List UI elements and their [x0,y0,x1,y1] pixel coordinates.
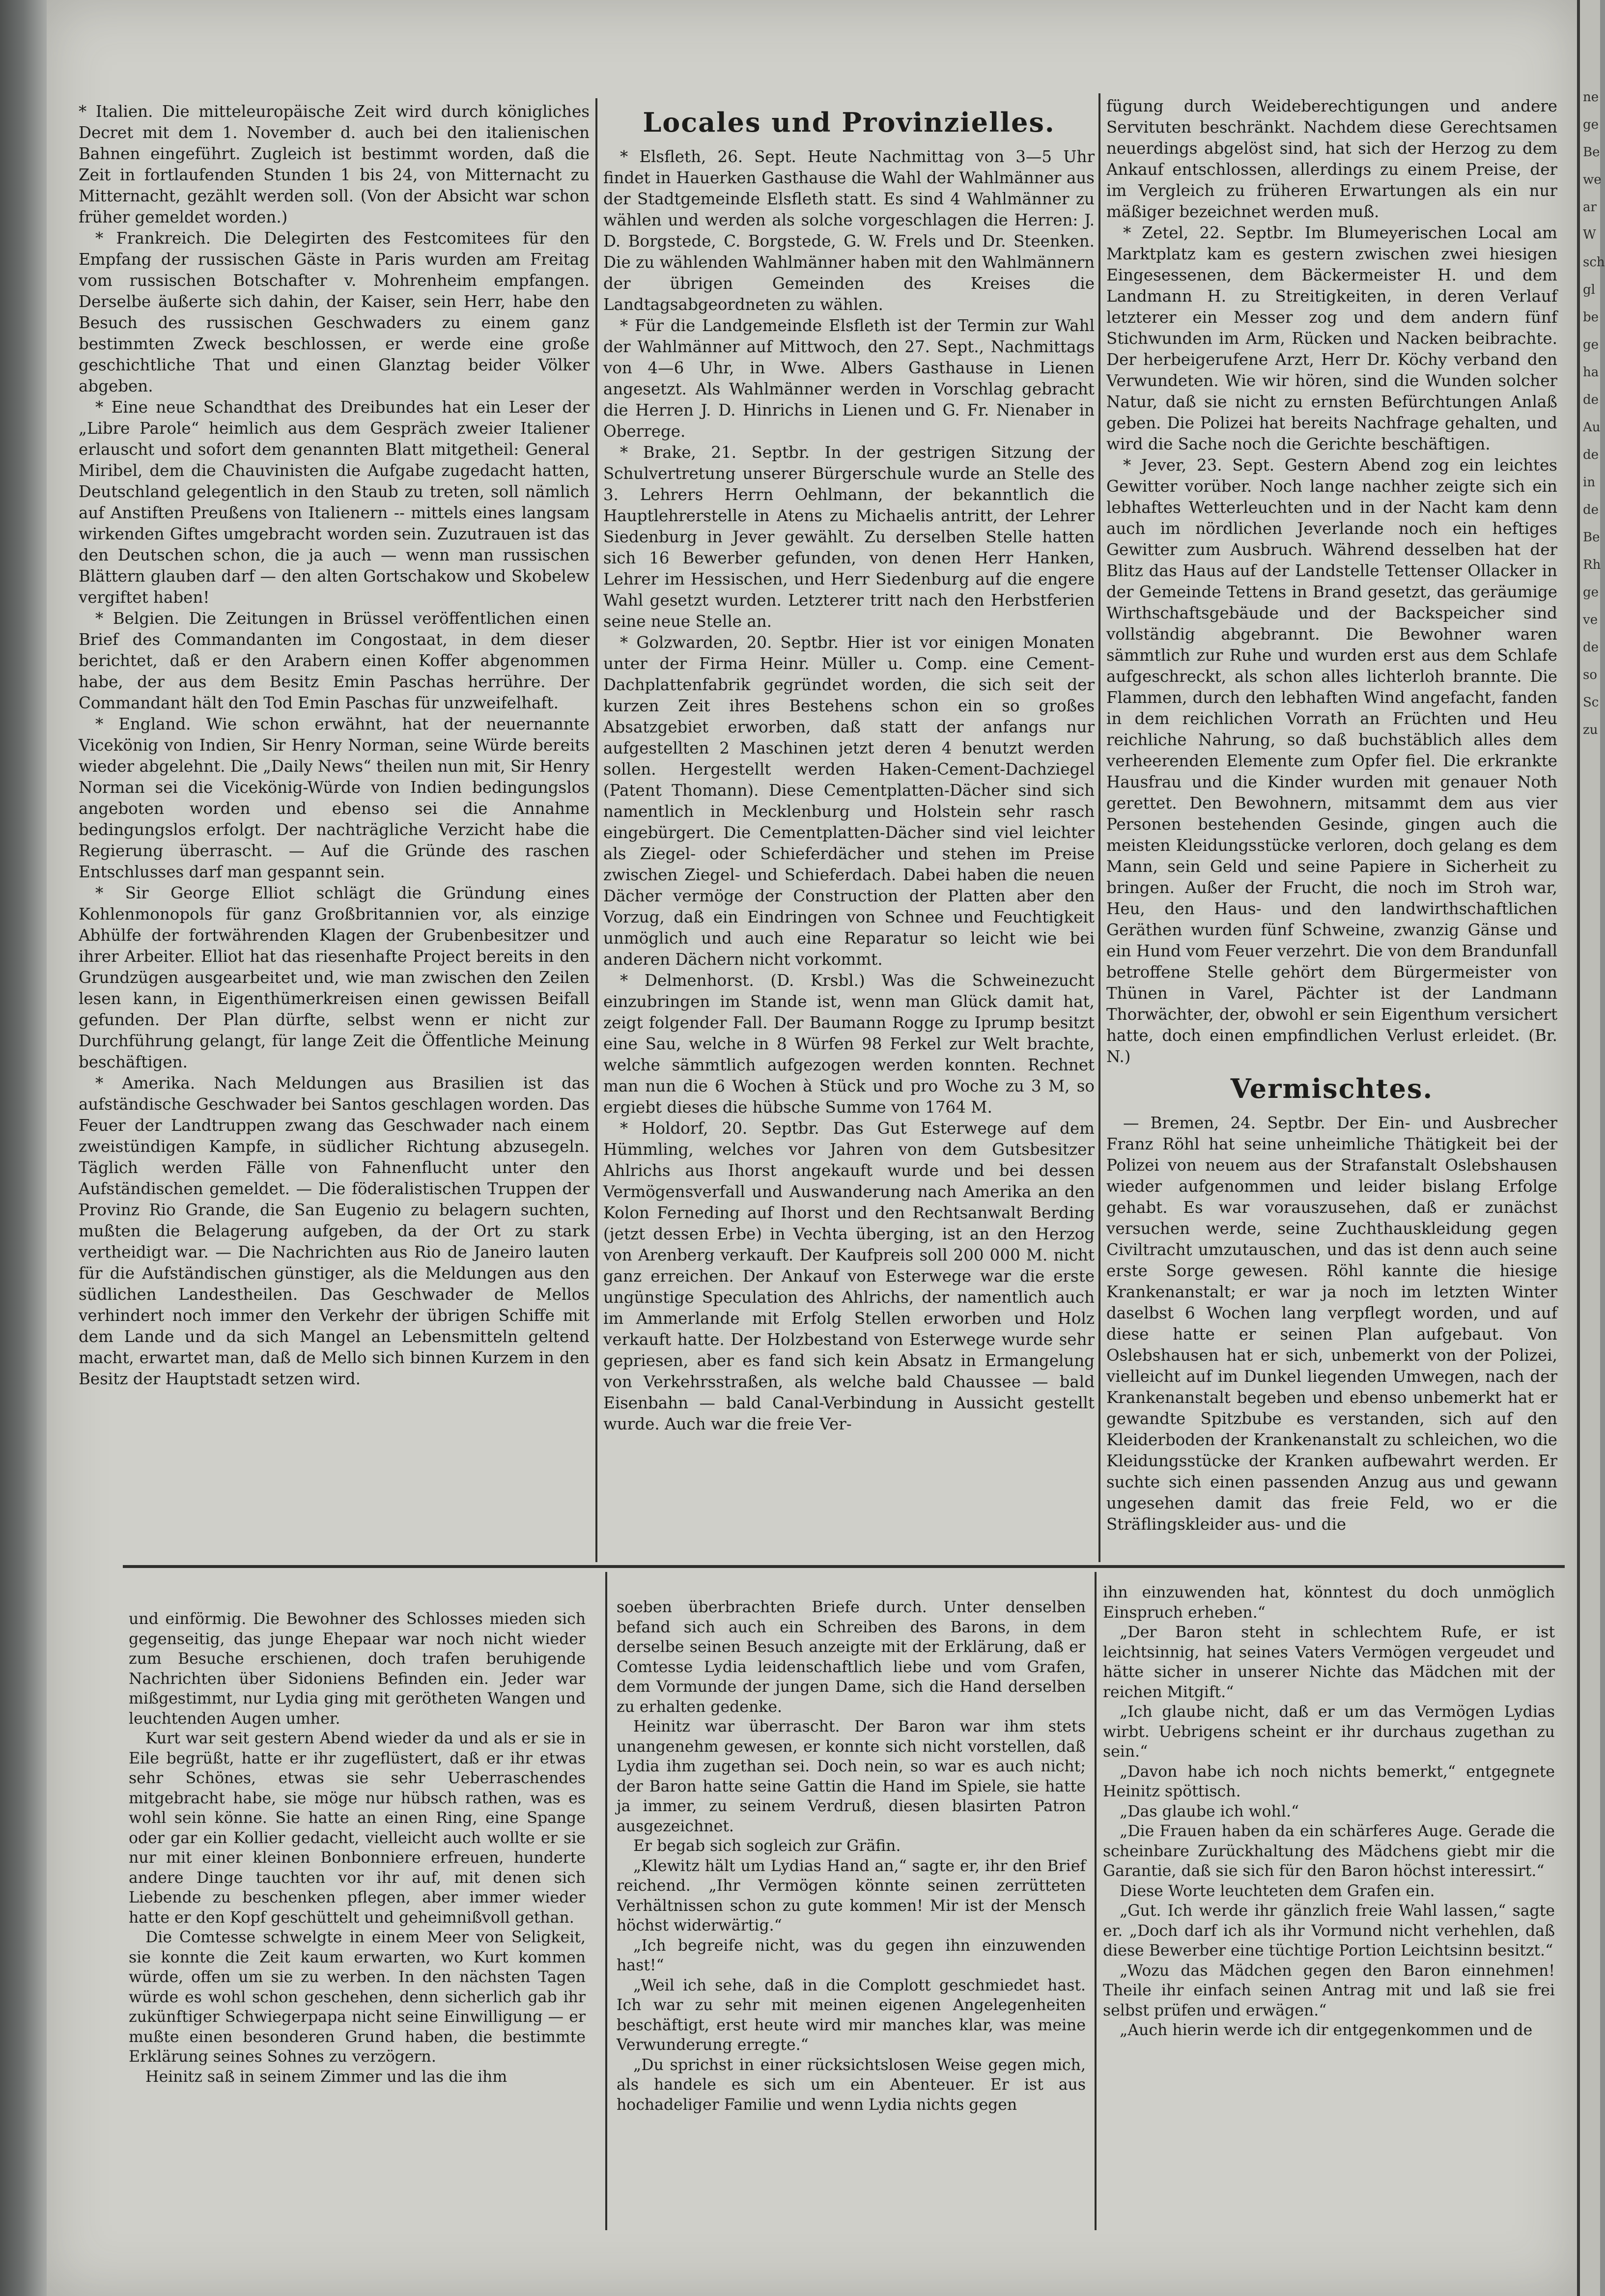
page-fragment: Au [1583,420,1601,435]
column-divider [595,98,597,1562]
adjacent-page-edge [1577,0,1605,2296]
story-paragraph: „Die Frauen haben da ein schärferes Auge. Gerade die scheinbare Zurückhaltung des Mädchens giebt mir die Garantie, daß sie sich für den Baron höchst interessirt.“ [1103,1822,1555,1880]
column-divider [1095,1572,1097,2230]
page-fragment: ve [1583,613,1598,627]
article-dreibund: * Eine neue Schandthat des Dreibundes hat ein Leser der „Libre Parole“ heimlich aus dem Gespräch zweier Italiener erlauscht und sofort dem genannten Blatt mitgetheil: General Miribel, dem die Chauvinisten die Aufgabe zugedacht hatten, Deutschland gelegentlich in den Staub zu treten, soll nämlich auf Anstiften Preußens von Italienern -- mittels eines langsam wirkenden Giftes umgebracht worden sein. Zuzutrauen ist das den Deutschen schon, die ja auch — wenn man russischen Blättern glauben darf — den alten Gortschakow und Skobelew vergiftet haben! [79,398,590,607]
page-fragment: ge [1583,337,1599,352]
article-frankreich: * Frankreich. Die Delegirten des Festcomitees für den Empfang der russischen Gäste in Paris wurden am Freitag vom russischen Botschafter v. Mohrenheim empfangen. Derselbe äußerte sich dahin, der Kaiser, sein Herr, habe den Besuch des russischen Geschwaders zu einem ganz bestimmten Zweck beschlossen, er werde eine große geschichtliche That und einen Glanztag beider Völker abgeben. [79,229,590,395]
story-paragraph: soeben überbrachten Briefe durch. Unter denselben befand sich auch ein Schreiben des Barons, in dem derselbe seinen Besuch anzeigte mit der Erklärung, daß er Comtesse Lydia leidenschaftlich liebe und vom Grafen, dem Vormunde der jungen Dame, sich die Hand derselben zu erhalten gedenke. [617,1598,1086,1716]
column-divider [1098,93,1100,1562]
column-local-news-cont [1106,96,1557,1535]
page-fragment: Sc [1583,695,1599,710]
story-paragraph: „Davon habe ich noch nichts bemerkt,“ entgegnete Heinitz spöttisch. [1103,1763,1555,1800]
feuilleton-column-2 [617,1597,1086,2115]
story-paragraph: Kurt war seit gestern Abend wieder da und als er sie in Eile begrüßt, hatte er ihr zugeflüstert, daß er ihr etwas sehr Schönes, etwas sie sehr Ueberraschendes mitgebracht habe, sie möge nur hübsch rathen, was es wohl sein könne. Sie hatte an einen Ring, eine Spange oder gar ein Kollier gedacht, vielleicht auch wollte er sie nur mit einer kleinen Bonbonniere erfreuen, hunderte andere Dinge tauchten vor ihr auf, mit denen sich Liebende zu beschenken pflegen, aber immer wieder hatte er den Kopf geschüttelt und geheimnißvoll gethan. [129,1730,586,1927]
article-amerika: * Amerika. Nach Meldungen aus Brasilien ist das aufständische Geschwader bei Santos geschlagen worden. Das Feuer der Landtruppen zwang das Geschwader nach einem zweistündigen Kampfe, in südlicher Richtung abzusegeln. Täglich werden Fälle von Fahnenflucht unter den Aufständischen gemeldet. — Die föderalistischen Truppen der Provinz Rio Grande, die San Eugenio zu belagern suchten, mußten die Belagerung aufgeben, da der Ort zu stark vertheidigt war. — Die Nachrichten aus Rio de Janeiro lauten für die Aufständischen günstiger, als die Meldungen aus den südlichen Landestheilen. Das Geschwader de Mellos verhindert noch immer den Verkehr der übrigen Schiffe mit dem Lande und da sich Mangel an Lebensmitteln geltend macht, erwartet man, daß de Mello sich binnen Kurzem in den Besitz der Hauptstadt setzen wird. [79,1074,590,1388]
feuilleton-divider [123,1565,1565,1568]
story-paragraph: „Gut. Ich werde ihr gänzlich freie Wahl lassen,“ sagte er. „Doch darf ich als ihr Vormund nicht verhehlen, daß diese Bewerber eine tüchtige Portion Leichtsinn besitzt.“ [1103,1902,1555,1960]
story-paragraph: „Ich glaube nicht, daß er um das Vermögen Lydias wirbt. Uebrigens scheint er ihr durchaus zugethan zu sein.“ [1103,1703,1555,1761]
article-golzwarden: * Golzwarden, 20. Septbr. Hier ist vor einigen Monaten unter der Firma Heinr. Müller u. Comp. eine Cement-Dachplattenfabrik gegründet worden, die sich seit der kurzen Zeit ihres Bestehens schon ein so großes Absatzgebiet erworben, daß statt der anfangs nur aufgestellten 2 Maschinen jetzt deren 4 benutzt werden sollen. Hergestellt werden Haken-Cement-Dachziegel (Patent Thomann). Diese Cementplatten-Dächer sind sich namentlich in Mecklenburg und Holstein sehr rasch eingebürgert. Die Cementplatten-Dächer sind viel leichter als Ziegel- oder Schieferdächer und stehen im Preise zwischen Ziegel- und Schieferdach. Dabei haben die neuen Dächer vermöge der Construction der Platten aber den Vorzug, daß ein Eindringen von Schnee und Feuchtigkeit unmöglich und auch eine Reparatur so leicht wie bei anderen Dächern nicht vorkommt. [603,633,1095,969]
page-fragment: de [1583,448,1599,462]
page-fragment: gl [1583,282,1595,297]
story-paragraph: „Ich begreife nicht, was du gegen ihn einzuwenden hast!“ [617,1936,1086,1974]
page-fragment: in [1583,475,1596,490]
feuilleton-column-1 [129,1609,586,2087]
story-paragraph: Diese Worte leuchteten dem Grafen ein. [1120,1882,1435,1900]
article-bremen: — Bremen, 24. Septbr. Der Ein- und Ausbrecher Franz Röhl hat seine unheimliche Thätigkeit bei der Polizei von neuem aus der Strafanstalt Oslebshausen wieder aufgenommen und leider bislang Erfolge gehabt. Es war vorauszusehen, daß er zunächst versuchen werde, seine Zuchthauskleidung gegen Civiltracht umzutauschen, und das ist denn auch seine erste Sorge gewesen. Röhl kannte die hiesige Krankenanstalt; er war ja noch im letzten Winter daselbst 6 Wochen lang verpflegt worden, und auf diese hatte er seinen Plan aufgebaut. Von Oslebshausen hat er sich, unbemerkt von der Polizei, vielleicht auf im Dunkel liegenden Umwegen, nach der Krankenanstalt begeben und ebenso unbemerkt hat er gewandte Spitzbube es verstanden, sich auf den Kleiderboden der Krankenanstalt zu schleichen, wo die Kleidungsstücke der Kranken aufbewahrt werden. Er suchte sich einen passenden Anzug aus und gewann ungesehen damit das freie Feld, wo er die Sträflingskleider aus- und die [1106,1114,1557,1534]
story-paragraph: „Auch hierin werde ich dir entgegenkommen und de [1120,2021,1533,2039]
scan-edge [0,0,47,2296]
article-brake: * Brake, 21. Septbr. In der gestrigen Sitzung der Schulvertretung unserer Bürgerschule wurde an Stelle des 3. Lehrers Herrn Oehlmann, der bekanntlich die Hauptlehrerstelle in Atens zu Michaelis antritt, der Lehrer Siedenburg in Jever gewählt. Zu derselben Stelle hatten sich 16 Bewerber gefunden, von denen Herr Hanken, Lehrer im Hessischen, und Herr Siedenburg auf die engere Wahl gesetzt wurden. Letzterer tritt nach den Herbstferien seine neue Stelle an. [603,443,1095,631]
page-fragment: Be [1583,145,1600,160]
story-paragraph: „Wozu das Mädchen gegen den Baron einnehmen! Theile ihr einfach seinen Antrag mit und laß sie frei selbst prüfen und erwägen.“ [1103,1961,1555,2019]
article-elliot: * Sir George Elliot schlägt die Gründung eines Kohlenmonopols für ganz Großbritannien vor, als einzige Abhülfe der fortwährenden Klagen der Grubenbesitzer und ihrer Arbeiter. Elliot hat das riesenhafte Project bereits in den Grundzügen ausgearbeitet und, wie man zwischen den Zeilen lesen kann, in Eigenthümerkreisen einen gewissen Beifall gefunden. Der Plan dürfte, selbst wenn er nicht zur Durchführung gelangt, für lange Zeit die Öffentliche Meinung beschäftigen. [79,884,590,1071]
article-jever: * Jever, 23. Sept. Gestern Abend zog ein leichtes Gewitter vorüber. Noch lange nachher zeigte sich ein lebhaftes Wetterleuchten und in der Nacht kam denn auch im nördlichen Jeverlande noch ein heftiges Gewitter zum Ausbruch. Während desselben hat der Blitz das Haus auf der Landstelle Tettenser Ollacker in der Gemeinde Tettens in Brand gesetzt, das geräumige Wirthschaftsgebäude und der Backspeicher sind vollständig abgebrannt. Die Bewohner waren sämmtlich zur Ruhe und wurden erst aus dem Schlafe aufgeschreckt, als schon alles lichterloh brannte. Die Flammen, durch den lebhaften Wind angefacht, fanden in dem reichlichen Vorrath an Früchten und Heu reichliche Nahrung, so daß buchstäblich alles dem verheerenden Elemente zum Opfer fiel. Die erkrankte Hausfrau und die Kinder wurden mit genauer Noth gerettet. Den Bewohnern, mitsammt dem aus vier Personen bestehenden Gesinde, gingen auch die meisten Kleidungsstücke verloren, doch gelang es dem Mann, sein Geld und seine Papiere in Sicherheit zu bringen. Außer der Frucht, die noch im Stroh war, Heu, den Haus- und den landwirthschaftlichen Geräthen wurden fünf Schweine, zwanzig Gänse und ein Hund vom Feuer verzehrt. Die von dem Brandunfall betroffene Stelle gehört dem Bürgermeister von Thünen in Varel, Pächter ist der Landmann Thorwächter, der, obwohl er sein Eigenthum versichert hatte, doch einen empfindlichen Verlust erleidet. (Br. N.) [1106,456,1557,1066]
page-fragment: Rh [1583,558,1601,572]
page-fragment: ar [1583,200,1597,215]
column-foreign-news [79,101,590,1390]
article-elsfleth: * Elsfleth, 26. Sept. Heute Nachmittag von 3—5 Uhr findet in Hauerken Gasthause die Wahl der Wahlmänner aus der Stadtgemeinde Elsfleth statt. Es sind 4 Wahlmänner zu wählen und werden als solche vorgeschlagen die Herren: J. D. Borgstede, C. Borgstede, G. W. Frels und Dr. Steenken. Die zu wählenden Wahlmänner haben mit den Wahlmännern der übrigen Gemeinden des Kreises die Landtagsabgeordneten zu wählen. [603,147,1095,314]
page-fragment: Be [1583,530,1600,545]
column-divider [605,1572,607,2230]
story-paragraph: „Der Baron steht in schlechtem Rufe, er ist leichtsinnig, hat seines Vaters Vermögen vergeudet und hätte sicher in unserer Nichte das Mädchen mit der reichen Mitgift.“ [1103,1624,1555,1701]
page-fragment: zu [1583,723,1598,737]
story-paragraph: ihn einzuwenden hat, könntest du doch unmöglich Einspruch erheben.“ [1103,1584,1555,1622]
story-paragraph: Er begab sich sogleich zur Gräfin. [633,1837,901,1855]
column-local-news [603,101,1095,1435]
feuilleton-column-3 [1103,1583,1555,2041]
page-fragment: de [1583,503,1599,517]
story-paragraph: „Weil ich sehe, daß in die Complott geschmiedet hast. Ich war zu sehr mit meinen eigenen Angelegenheiten beschäftigt, erst heute wird mir manches klar, was meine Verwunderung erregte.“ [617,1976,1086,2054]
section-heading-vermischtes: Vermischtes. [1230,1073,1434,1104]
page-fragment: sch [1583,255,1605,270]
page-fragment: be [1583,310,1599,325]
story-paragraph: „Du sprichst in einer rücksichtslosen Weise gegen mich, als handele es sich um ein Abenteuer. Er ist aus hochadeliger Familie und wenn Lydia nichts gegen [617,2056,1086,2114]
article-belgien: * Belgien. Die Zeitungen in Brüssel veröffentlichen einen Brief des Commandanten im Congostaat, in dem dieser berichtet, daß er den Arabern einen Koffer abgenommen habe, der aus dem Besitz Emin Paschas herrühre. Der Commandant hält den Tod Emin Paschas für unzweifelhaft. [79,609,590,712]
story-paragraph: Heinitz saß in seinem Zimmer und las die ihm [145,2068,507,2086]
page-fragment: so [1583,668,1597,682]
story-paragraph: Heinitz war überrascht. Der Baron war ihm stets unangenehm gewesen, er konnte sich nicht vorstellen, daß Lydia ihm zugethan sei. Doch nein, so war es auch nicht; der Baron hatte seine Gattin die Hand im Spiele, sie hatte ja immer, zu seinem Verdruß, diesen blasirten Patron ausgezeichnet. [617,1718,1086,1835]
page-fragment: ge [1583,117,1599,132]
story-paragraph: „Das glaube ich wohl.“ [1120,1802,1299,1820]
page-fragment: ge [1583,585,1599,600]
page-fragment: ha [1583,365,1599,380]
article-elsfleth-land: * Für die Landgemeinde Elsfleth ist der Termin zur Wahl der Wahlmänner auf Mittwoch, den 27. Sept., Nachmittags von 4—6 Uhr, in Wwe. Albers Gasthause in Lienen angesetzt. Als Wahlmänner werden in Vorschlag gebracht die Herren J. D. Hinrichs in Lienen und G. Fr. Nienaber in Oberrege. [603,316,1095,441]
article-holdorf-cont: fügung durch Weideberechtigungen und andere Servituten beschränkt. Nachdem diese Gerechtsamen neuerdings abgelöst sind, hat sich der Herzog zu dem Ankauf entschlossen, allerdings zu einem Preise, der im Vergleich zu früheren Erwartungen als ein nur mäßiger bezeichnet werden muß. [1106,97,1557,221]
article-italien: * Italien. Die mitteleuropäische Zeit wird durch königliches Decret mit dem 1. November d. auch bei den italienischen Bahnen eingeführt. Zugleich ist bestimmt worden, daß die Zeit in fortlaufenden Stunden 1 bis 24, von Mitternacht zu Mitternacht, gezählt werden soll. (Von der Absicht war schon früher gemeldet worden.) [79,102,590,226]
section-heading-locales: Locales und Provinzielles. [643,107,1055,138]
article-holdorf: * Holdorf, 20. Septbr. Das Gut Esterwege auf dem Hümmling, welches vor Jahren von dem Gutsbesitzer Ahlrichs aus Ihorst angekauft wurde und bei dessen Vermögensverfall und Auswanderung nach Amerika an den Kolon Ferneding auf Ihorst und den Rechtsanwalt Berding (jetzt dessen Erbe) in Vechta überging, ist an den Herzog von Arenberg verkauft. Der Kaufpreis soll 200 000 M. nicht ganz erreichen. Der Ankauf von Esterwege war die erste ungünstige Speculation des Ahlrichs, der namentlich auch im Ammerlande mit Erfolg Stellen erworben und Holz verkauft hatte. Der Holzbestand von Esterwege wurde sehr gepriesen, aber es fand sich kein Absatz in Ermangelung von Verkehrsstraßen, als welche bald Chaussee — bald Eisenbahn — bald Canal-Verbindung in Aussicht gestellt wurde. Auch war die freie Ver- [603,1119,1095,1433]
story-paragraph: „Klewitz hält um Lydias Hand an,“ sagte er, ihr den Brief reichend. „Ihr Vermögen könnte seinen zerrütteten Verhältnissen schon zu gute kommen! Mir ist der Mensch höchst widerwärtig.“ [617,1857,1086,1934]
article-zetel: * Zetel, 22. Septbr. Im Blumeyerischen Local am Marktplatz kam es gestern zwischen zwei hiesigen Eingesessenen, dem Bäckermeister H. und dem Landmann H. zu Streitigkeiten, in deren Verlauf letzterer ein Messer zog und dem andern fünf Stichwunden im Arm, Rücken und Nacken beibrachte. Der herbeigerufene Arzt, Herr Dr. Köchy verband den Verwundeten. Wie wir hören, sind die Wunden solcher Natur, daß sie nicht zu ernsten Befürchtungen Anlaß geben. Die Polizei hat bereits Nachfrage gehalten, und wird die Sache noch die Gerichte beschäftigen. [1106,224,1557,453]
story-paragraph: und einförmig. Die Bewohner des Schlosses mieden sich gegenseitig, das junge Ehepaar war noch nicht wieder zum Besuche erschienen, doch trafen beruhigende Nachrichten über Sidoniens Befinden ein. Jeder war mißgestimmt, nur Lydia ging mit gerötheten Wangen und leuchtenden Augen umher. [129,1610,586,1728]
page-fragment: W [1583,227,1596,242]
page-fragment: ne [1583,90,1599,105]
story-paragraph: Die Comtesse schwelgte in einem Meer von Seligkeit, sie konnte die Zeit kaum erwarten, wo Kurt kommen würde, offen um sie zu werben. In den nächsten Tagen würde es wohl schon geschehen, denn sicherlich gab ihr zukünftiger Schwiegerpapa nicht seine Einwilligung — er mußte einen besonderen Grund haben, die bestimmte Erklärung seines Sohnes zu verzögern. [129,1929,586,2066]
article-delmenhorst: * Delmenhorst. (D. Krsbl.) Was die Schweinezucht einzubringen im Stande ist, wenn man Glück damit hat, zeigt folgender Fall. Der Baumann Rogge zu Iprump besitzt eine Sau, welche in 8 Würfen 98 Ferkel zur Welt brachte, welche sämmtlich aufgezogen werden konnten. Rechnet man nun die 6 Wochen à Stück und pro Woche zu 3 M, so ergiebt dieses die hübsche Summe von 1764 M. [603,971,1095,1117]
page-fragment: de [1583,640,1599,655]
page-fragment: de [1583,392,1599,407]
page-fragment: we [1583,172,1602,187]
article-england: * England. Wie schon erwähnt, hat der neuernannte Vicekönig von Indien, Sir Henry Norman, seine Würde bereits wieder abgelehnt. Die „Daily News“ theilen nun mit, Sir Henry Norman sei die Vicekönig-Würde von Indien bedingungslos angeboten worden und ebenso sei die Annahme bedingungslos erfolgt. Der nachträgliche Verzicht habe die Regierung überrascht. — Auf die Gründe des raschen Entschlusses darf man gespannt sein. [79,715,590,881]
